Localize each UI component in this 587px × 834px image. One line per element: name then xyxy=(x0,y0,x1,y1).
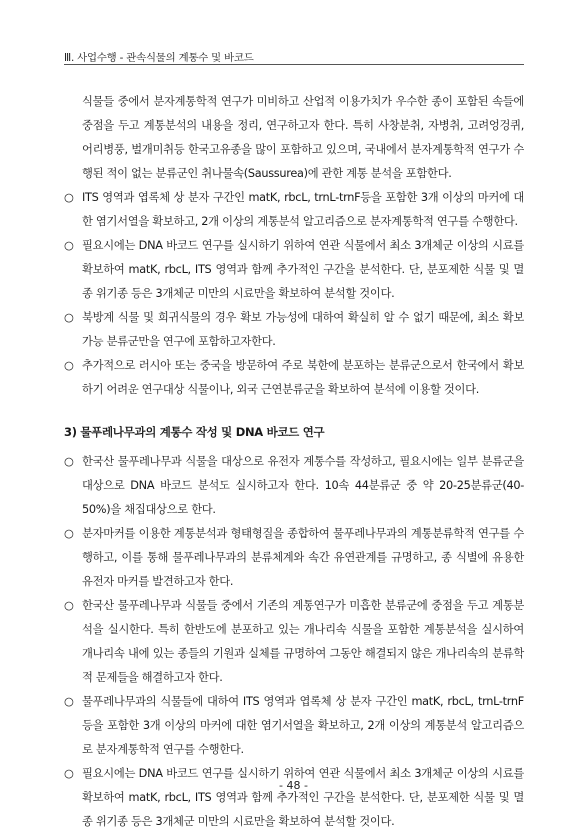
section-heading: 3) 물푸레나무과의 계통수 작성 및 DNA 바코드 연구 xyxy=(64,425,325,439)
bullet-item xyxy=(64,354,524,402)
intro-paragraph: 식물들 중에서 분자계통학적 연구가 미비하고 산업적 이용가치가 우수한 종이 포함된 속들에 중점을 두고 계통분석의 내용을 정리, 연구하고자 한다. 특히 사창분취, 자병취, 고려엉겅퀴, 어리병풍, 벌개미취등 한국고유종을 많이 포함하고 있으며, 국내에서 분자계통학적 연구가 수행된 적이 없는 분류군인 취나물속(Saussurea)에 관한 계통 분석을 포함한다. xyxy=(82,95,524,180)
bullet-text: 추가적으로 러시아 또는 중국을 방문하여 주로 북한에 분포하는 분류군으로서 한국에서 확보하기 어려운 연구대상 식물이나, 외국 근연분류군을 확보하여 분석에 이용할 것이다. xyxy=(82,359,524,396)
running-header: Ⅲ. 사업수행 - 관속식물의 계통수 및 바코드 xyxy=(64,52,254,64)
page-number: - 48 - xyxy=(279,779,308,792)
bullet-mark: ○ xyxy=(64,191,74,204)
bullet-item xyxy=(64,690,524,762)
bullet-list-a xyxy=(64,186,524,402)
bullet-text: 물푸레나무과의 식물들에 대하여 ITS 영역과 엽록체 상 분자 구간인 matK, rbcL, trnL-trnF등을 포함한 3개 이상의 마커에 대한 염기서열을 확보하고, 2개 이상의 계통분석 알고리즘으로 분자계통학적 연구를 수행한다. xyxy=(82,695,524,756)
bullet-item xyxy=(64,186,524,234)
bullet-item xyxy=(64,450,524,522)
bullet-text: 한국산 물푸레나무과 식물들 중에서 기존의 계통연구가 미흡한 분류군에 중점을 두고 계통분석을 실시한다. 특히 한반도에 분포하고 있는 개나리속 식물을 포함한 계통분석을 실시하여 개나리속 내에 있는 종들의 기원과 실체를 규명하여 그동안 해결되지 않은 개나리속의 분류학적 문제들을 해결하고자 한다. xyxy=(82,599,524,684)
bullet-item xyxy=(64,522,524,594)
bullet-text: ITS 영역과 엽록체 상 분자 구간인 matK, rbcL, trnL-trnF등을 포함한 3개 이상의 마커에 대한 염기서열을 확보하고, 2개 이상의 계통분석 알고리즘으로 분자계통학적 연구를 수행한다. xyxy=(82,191,524,228)
bullet-item xyxy=(64,762,524,834)
bullet-list-b xyxy=(64,450,524,834)
bullet-mark: ○ xyxy=(64,359,74,372)
bullet-mark: ○ xyxy=(64,311,74,324)
document-body xyxy=(64,90,524,834)
bullet-mark: ○ xyxy=(64,527,74,540)
bullet-item xyxy=(64,594,524,690)
header-divider xyxy=(64,64,524,65)
bullet-mark: ○ xyxy=(64,455,74,468)
bullet-text: 필요시에는 DNA 바코드 연구를 실시하기 위하여 연관 식물에서 최소 3개체군 이상의 시료를 확보하여 matK, rbcL, ITS 영역과 함께 추가적인 구간을 분석한다. 단, 분포제한 식물 및 멸종 위기종 등은 3개체군 미만의 시료만을 확보하여 분석할 것이다. xyxy=(82,767,524,828)
bullet-text: 분자마커를 이용한 계통분석과 형태형질을 종합하여 물푸레나무과의 계통분류학적 연구를 수행하고, 이를 통해 물푸레나무과의 분류체계와 속간 유연관계를 규명하고, 종 식별에 유용한 유전자 마커를 발견하고자 한다. xyxy=(82,527,524,588)
bullet-item xyxy=(64,234,524,306)
bullet-item xyxy=(64,306,524,354)
bullet-mark: ○ xyxy=(64,767,74,780)
bullet-mark: ○ xyxy=(64,695,74,708)
bullet-mark: ○ xyxy=(64,599,74,612)
bullet-mark: ○ xyxy=(64,239,74,252)
bullet-text: 필요시에는 DNA 바코드 연구를 실시하기 위하여 연관 식물에서 최소 3개체군 이상의 시료를 확보하여 matK, rbcL, ITS 영역과 함께 추가적인 구간을 분석한다. 단, 분포제한 식물 및 멸종 위기종 등은 3개체군 미만의 시료만을 확보하여 분석할 것이다. xyxy=(82,239,524,300)
bullet-text: 한국산 물푸레나무과 식물을 대상으로 유전자 계통수를 작성하고, 필요시에는 일부 분류군을 대상으로 DNA 바코드 분석도 실시하고자 한다. 10속 44분류군 중 약 20-25분류군(40-50%)을 채집대상으로 한다. xyxy=(82,455,524,516)
bullet-text: 북방계 식물 및 희귀식물의 경우 확보 가능성에 대하여 확실히 알 수 없기 때문에, 최소 확보가능 분류군만을 연구에 포함하고자한다. xyxy=(82,311,524,348)
